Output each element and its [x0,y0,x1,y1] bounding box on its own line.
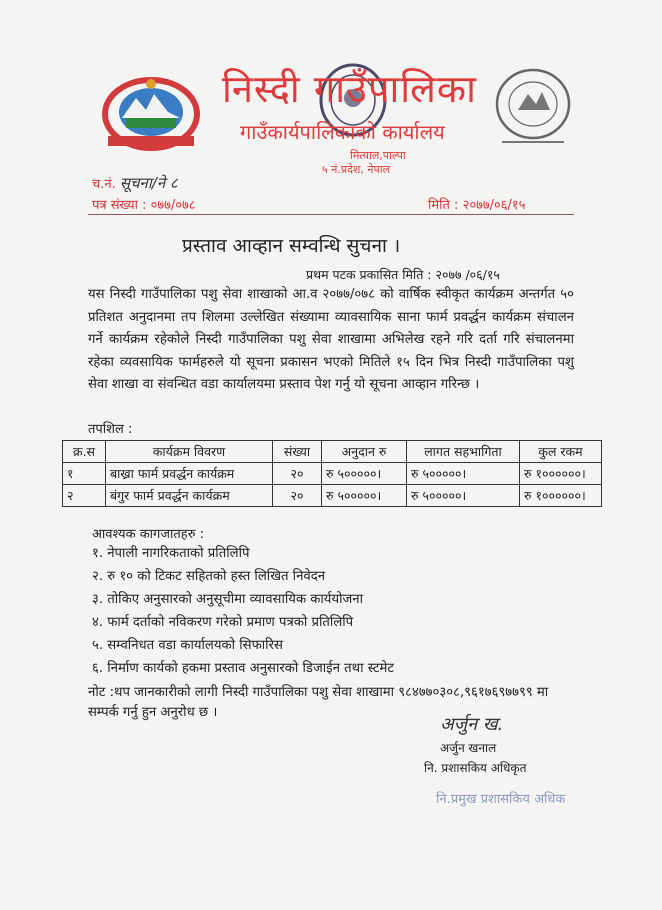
chalani-number [92,173,178,193]
list-item: ४. फार्म दर्ताको नविकरण गरेको प्रमाण पत्रको प्रतिलिपि [92,615,354,630]
municipal-seal-stamp [492,66,574,150]
table-header: क्र.स [63,441,106,463]
address-line-1: मित्याल,पाल्पा [350,149,406,162]
notice-body: यस निस्दी गाउँपालिका पशु सेवा शाखाको आ.व २०७७/०७८ को वार्षिक स्वीकृत कार्यक्रम अन्तर्गत ५० प्रतिशत अनुदानमा तप शिलमा उल्लेखित संख्यामा व्यावसायिक साना फार्म प्रवर्द्धन कार्यक्रम संचालन गर्ने कार्यक्रम रहेकोले निस्दी गाउँपालिका पशु सेवा शाखामा अभिलेख रहने गरि दर्ता गरि संचालनमा रहेका व्यवसायिक फार्महरुले यो सूचना प्रकासन भएको मितिले १५ दिन भित्र निस्दी गाउँपालिका पशु सेवा शाखा वा संवन्धित वडा कार्यालयमा प्रस्ताव पेश गर्नु यो सूचना आव्हान गरिन्छ । [88,287,574,392]
table-cell: रु ५०००००। [407,463,520,485]
header-divider [88,214,574,215]
table-cell: रु ५०००००। [407,485,520,507]
documents-heading: आवश्यक कागजातहरु : [92,527,204,542]
handwritten-signature: अर्जुन ख. [440,714,504,735]
program-table [62,440,602,507]
table-cell: रु १००००००। [520,463,602,485]
table-cell: १ [63,463,106,485]
table-cell: रु १००००००। [520,485,602,507]
designation-stamp: नि.प्रमुख प्रशासकिय अधिक [436,792,566,807]
table-header: संख्या [273,441,322,463]
list-item: ३. तोकिए अनुसारको अनुसूचीमा व्यावसायिक कार्ययोजना [92,592,364,607]
documents-list [92,542,394,680]
office-subtitle: गाउँकार्यपालिकाको कार्यालय [240,120,445,144]
municipality-title: निस्दी गाउँपालिका [222,67,477,111]
table-header: कुल रकम [520,441,602,463]
signatory-name: अर्जुन खनाल [440,741,497,755]
notice-subject: प्रस्ताव आव्हान सम्वन्धि सुचना । [182,235,401,257]
chalani-label: च.नं. [92,177,116,192]
table-cell: रु ५०००००। [322,485,407,507]
table-header-row [63,441,602,463]
table-row [63,463,602,485]
published-date: प्रथम पटक प्रकासित मिति : २०७७ /०६/१५ [306,267,500,282]
list-item: १. नेपाली नागरिकताको प्रतिलिपि [92,546,250,561]
list-item: ६. निर्माण कार्यको हकमा प्रस्ताव अनुसारको डिजाईन तथा स्टमेट [92,661,395,676]
table-row [63,485,602,507]
table-cell: बंगुर फार्म प्रवर्द्धन कार्यक्रम [106,485,273,507]
address-line-2: ५ नं.प्रदेश, नेपाल [322,163,391,176]
list-item: ५. सम्वनिधत वडा कार्यालयको सिफारिस [92,638,283,653]
table-cell: रु ५०००००। [322,463,407,485]
table-cell: २ [63,485,106,507]
details-label: तपशिल : [88,422,133,437]
nepal-emblem-logo [96,72,206,152]
table-cell: बाख्रा फार्म प्रवर्द्धन कार्यक्रम [106,463,273,485]
letter-date: मिति : २०७७/०६/१५ [428,198,526,213]
chalani-value: सूचना/ने ८ [119,174,178,192]
table-header: लागत सहभागिता [407,441,520,463]
table-cell: २० [273,485,322,507]
table-header: कार्यक्रम विवरण [106,441,273,463]
table-header: अनुदान रु [322,441,407,463]
list-item: २. रु १० को टिकट सहितको हस्त लिखित निवेदन [92,569,326,584]
letter-number: पत्र संख्या : ०७७/०७८ [92,198,196,213]
table-cell: २० [273,463,322,485]
contact-note: नोट :थप जानकारीको लागी निस्दी गाउँपालिका पशु सेवा शाखामा ९८४७७०३०८,९६१७६९७७९९ मा सम्पर्क गर्नु हुन अनुरोध छ । [88,685,549,720]
signatory-post: नि. प्रशासकिय अधिकृत [424,761,527,775]
